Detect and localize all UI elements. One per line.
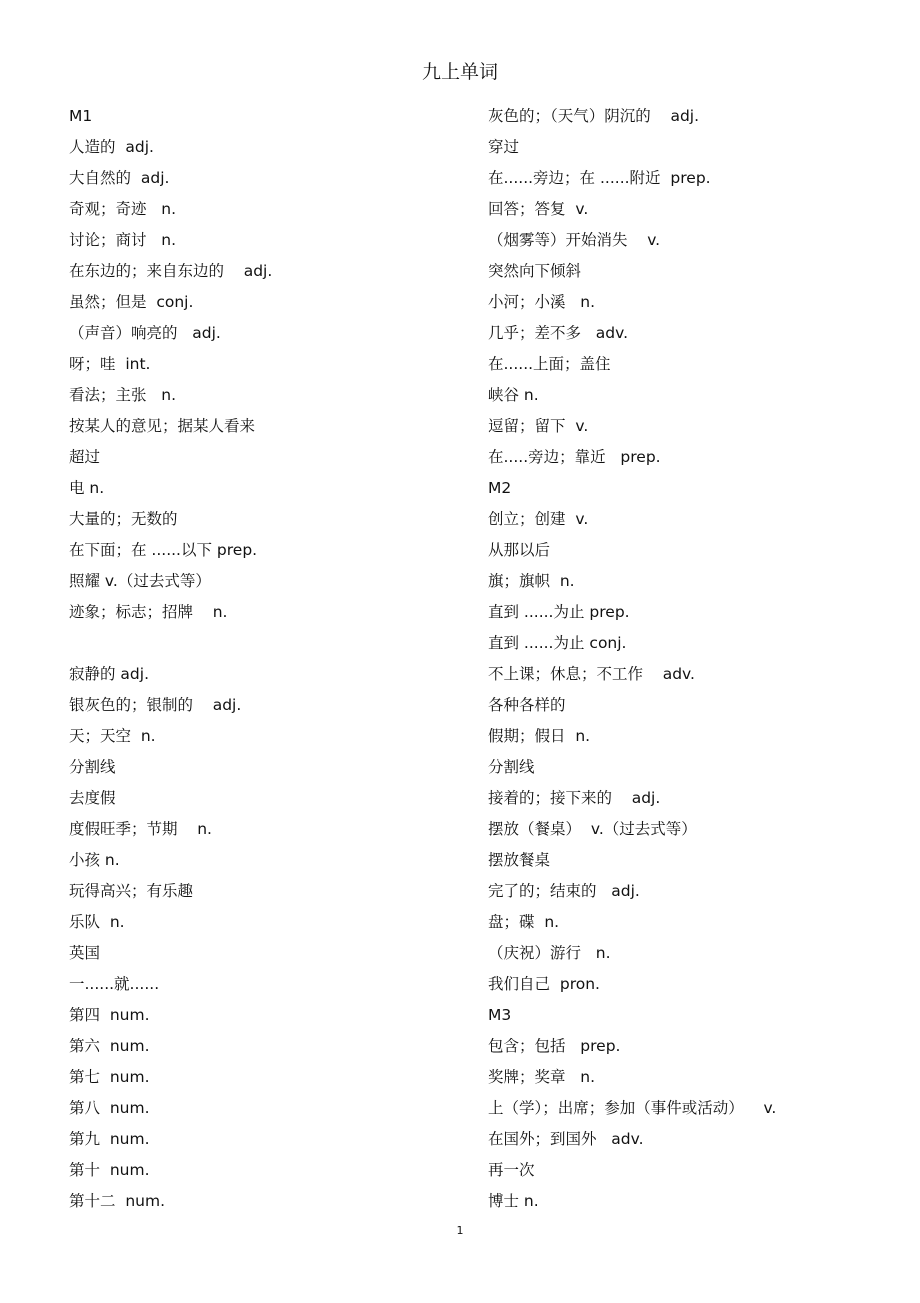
vocab-entry: 第十 num. <box>69 1161 150 1179</box>
vocab-entry: 直到 ......为止 prep. <box>488 603 630 621</box>
vocab-entry: 第十二 num. <box>69 1192 166 1210</box>
vocab-entry: 在.....旁边；靠近 prep. <box>488 448 661 466</box>
vocab-entry: 呀；哇 int. <box>69 355 151 373</box>
vocab-entry: 直到 ......为止 conj. <box>488 634 627 652</box>
vocab-entry: 小河；小溪 n. <box>488 293 596 311</box>
vocab-entry: 在下面；在 ......以下 prep. <box>69 541 258 559</box>
vocab-entry: 博士 n. <box>488 1192 539 1210</box>
vocab-entry: 寂静的 adj. <box>69 665 149 683</box>
vocab-entry: 突然向下倾斜 <box>488 262 582 280</box>
vocab-entry: （声音）响亮的 adj. <box>69 324 221 342</box>
vocab-entry: 从那以后 <box>488 541 551 559</box>
vocab-entry: 虽然；但是 conj. <box>69 293 194 311</box>
vocab-entry: 接着的；接下来的 adj. <box>488 789 661 807</box>
vocab-entry: 第四 num. <box>69 1006 150 1024</box>
vocab-entry: 回答；答复 v. <box>488 200 589 218</box>
vocab-entry: 小孩 n. <box>69 851 120 869</box>
vocab-entry: 银灰色的；银制的 adj. <box>69 696 242 714</box>
vocab-entry: 包含；包括 prep. <box>488 1037 621 1055</box>
vocab-entry: 摆放餐桌 <box>488 851 551 869</box>
vocab-entry: 在......旁边；在 ......附近 prep. <box>488 169 711 187</box>
vocab-entry: 摆放（餐桌） v.（过去式等） <box>488 820 697 838</box>
vocab-entry: 各种各样的 <box>488 696 566 714</box>
vocab-entry: 旗；旗帜 n. <box>488 572 575 590</box>
left-word-column <box>69 101 469 1217</box>
vocab-entry: 灰色的；（天气）阴沉的 adj. <box>488 107 700 125</box>
vocab-entry: 英国 <box>69 944 101 962</box>
vocab-entry: 度假旺季；节期 n. <box>69 820 212 838</box>
vocab-entry: 乐队 n. <box>69 913 125 931</box>
vocab-entry: 几乎；差不多 adv. <box>488 324 629 342</box>
vocab-entry: 在东边的；来自东边的 adj. <box>69 262 273 280</box>
vocab-entry: M3 <box>488 1006 512 1024</box>
vocab-entry: 第六 num. <box>69 1037 150 1055</box>
vocab-entry: 在国外；到国外 adv. <box>488 1130 644 1148</box>
vocab-entry: 分割线 <box>488 758 535 776</box>
vocab-entry: 再一次 <box>488 1161 535 1179</box>
vocab-entry: 按某人的意见；据某人看来 <box>69 417 256 435</box>
vocab-entry: 奇观；奇迹 n. <box>69 200 177 218</box>
vocab-entry: 大量的；无数的 <box>69 510 178 528</box>
vocab-entry: 第七 num. <box>69 1068 150 1086</box>
vocab-entry: 分割线 <box>69 758 116 776</box>
vocab-entry: 盘；碟 n. <box>488 913 560 931</box>
vocab-entry: 去度假 <box>69 789 116 807</box>
vocab-entry: 迹象；标志；招牌 n. <box>69 603 228 621</box>
vocab-entry: 第八 num. <box>69 1099 150 1117</box>
vocab-entry: 第九 num. <box>69 1130 150 1148</box>
vocab-entry: 逗留；留下 v. <box>488 417 589 435</box>
vocab-entry: 人造的 adj. <box>69 138 154 156</box>
vocab-entry: 玩得高兴；有乐趣 <box>69 882 194 900</box>
vocab-entry: 上（学）；出席；参加（事件或活动） v. <box>488 1099 777 1117</box>
vocab-entry: 创立；创建 v. <box>488 510 589 528</box>
vocab-entry: 不上课；休息；不工作 adv. <box>488 665 695 683</box>
vocab-entry: 讨论；商讨 n. <box>69 231 177 249</box>
vocab-entry: （烟雾等）开始消失 v. <box>488 231 661 249</box>
vocab-entry: 假期；假日 n. <box>488 727 591 745</box>
vocab-entry: 穿过 <box>488 138 520 156</box>
vocab-entry: 电 n. <box>69 479 105 497</box>
vocab-entry: 照耀 v.（过去式等） <box>69 572 211 590</box>
vocab-entry: 一......就...... <box>69 975 160 993</box>
vocab-entry <box>69 628 469 659</box>
vocab-entry: 完了的；结束的 adj. <box>488 882 640 900</box>
page-title: 九上单词 <box>421 61 498 83</box>
vocab-entry: 看法；主张 n. <box>69 386 177 404</box>
vocab-entry: 在......上面；盖住 <box>488 355 611 373</box>
vocab-entry: 奖牌；奖章 n. <box>488 1068 596 1086</box>
vocab-entry: 峡谷 n. <box>488 386 539 404</box>
vocab-entry: 大自然的 adj. <box>69 169 170 187</box>
right-word-column <box>488 101 888 1217</box>
vocab-entry: M1 <box>69 107 93 125</box>
vocab-entry: 超过 <box>69 448 101 466</box>
page-number: 1 <box>456 1224 464 1237</box>
vocab-entry: 天；天空 n. <box>69 727 156 745</box>
vocab-entry: （庆祝）游行 n. <box>488 944 611 962</box>
vocab-entry: M2 <box>488 479 512 497</box>
vocab-entry: 我们自己 pron. <box>488 975 600 993</box>
